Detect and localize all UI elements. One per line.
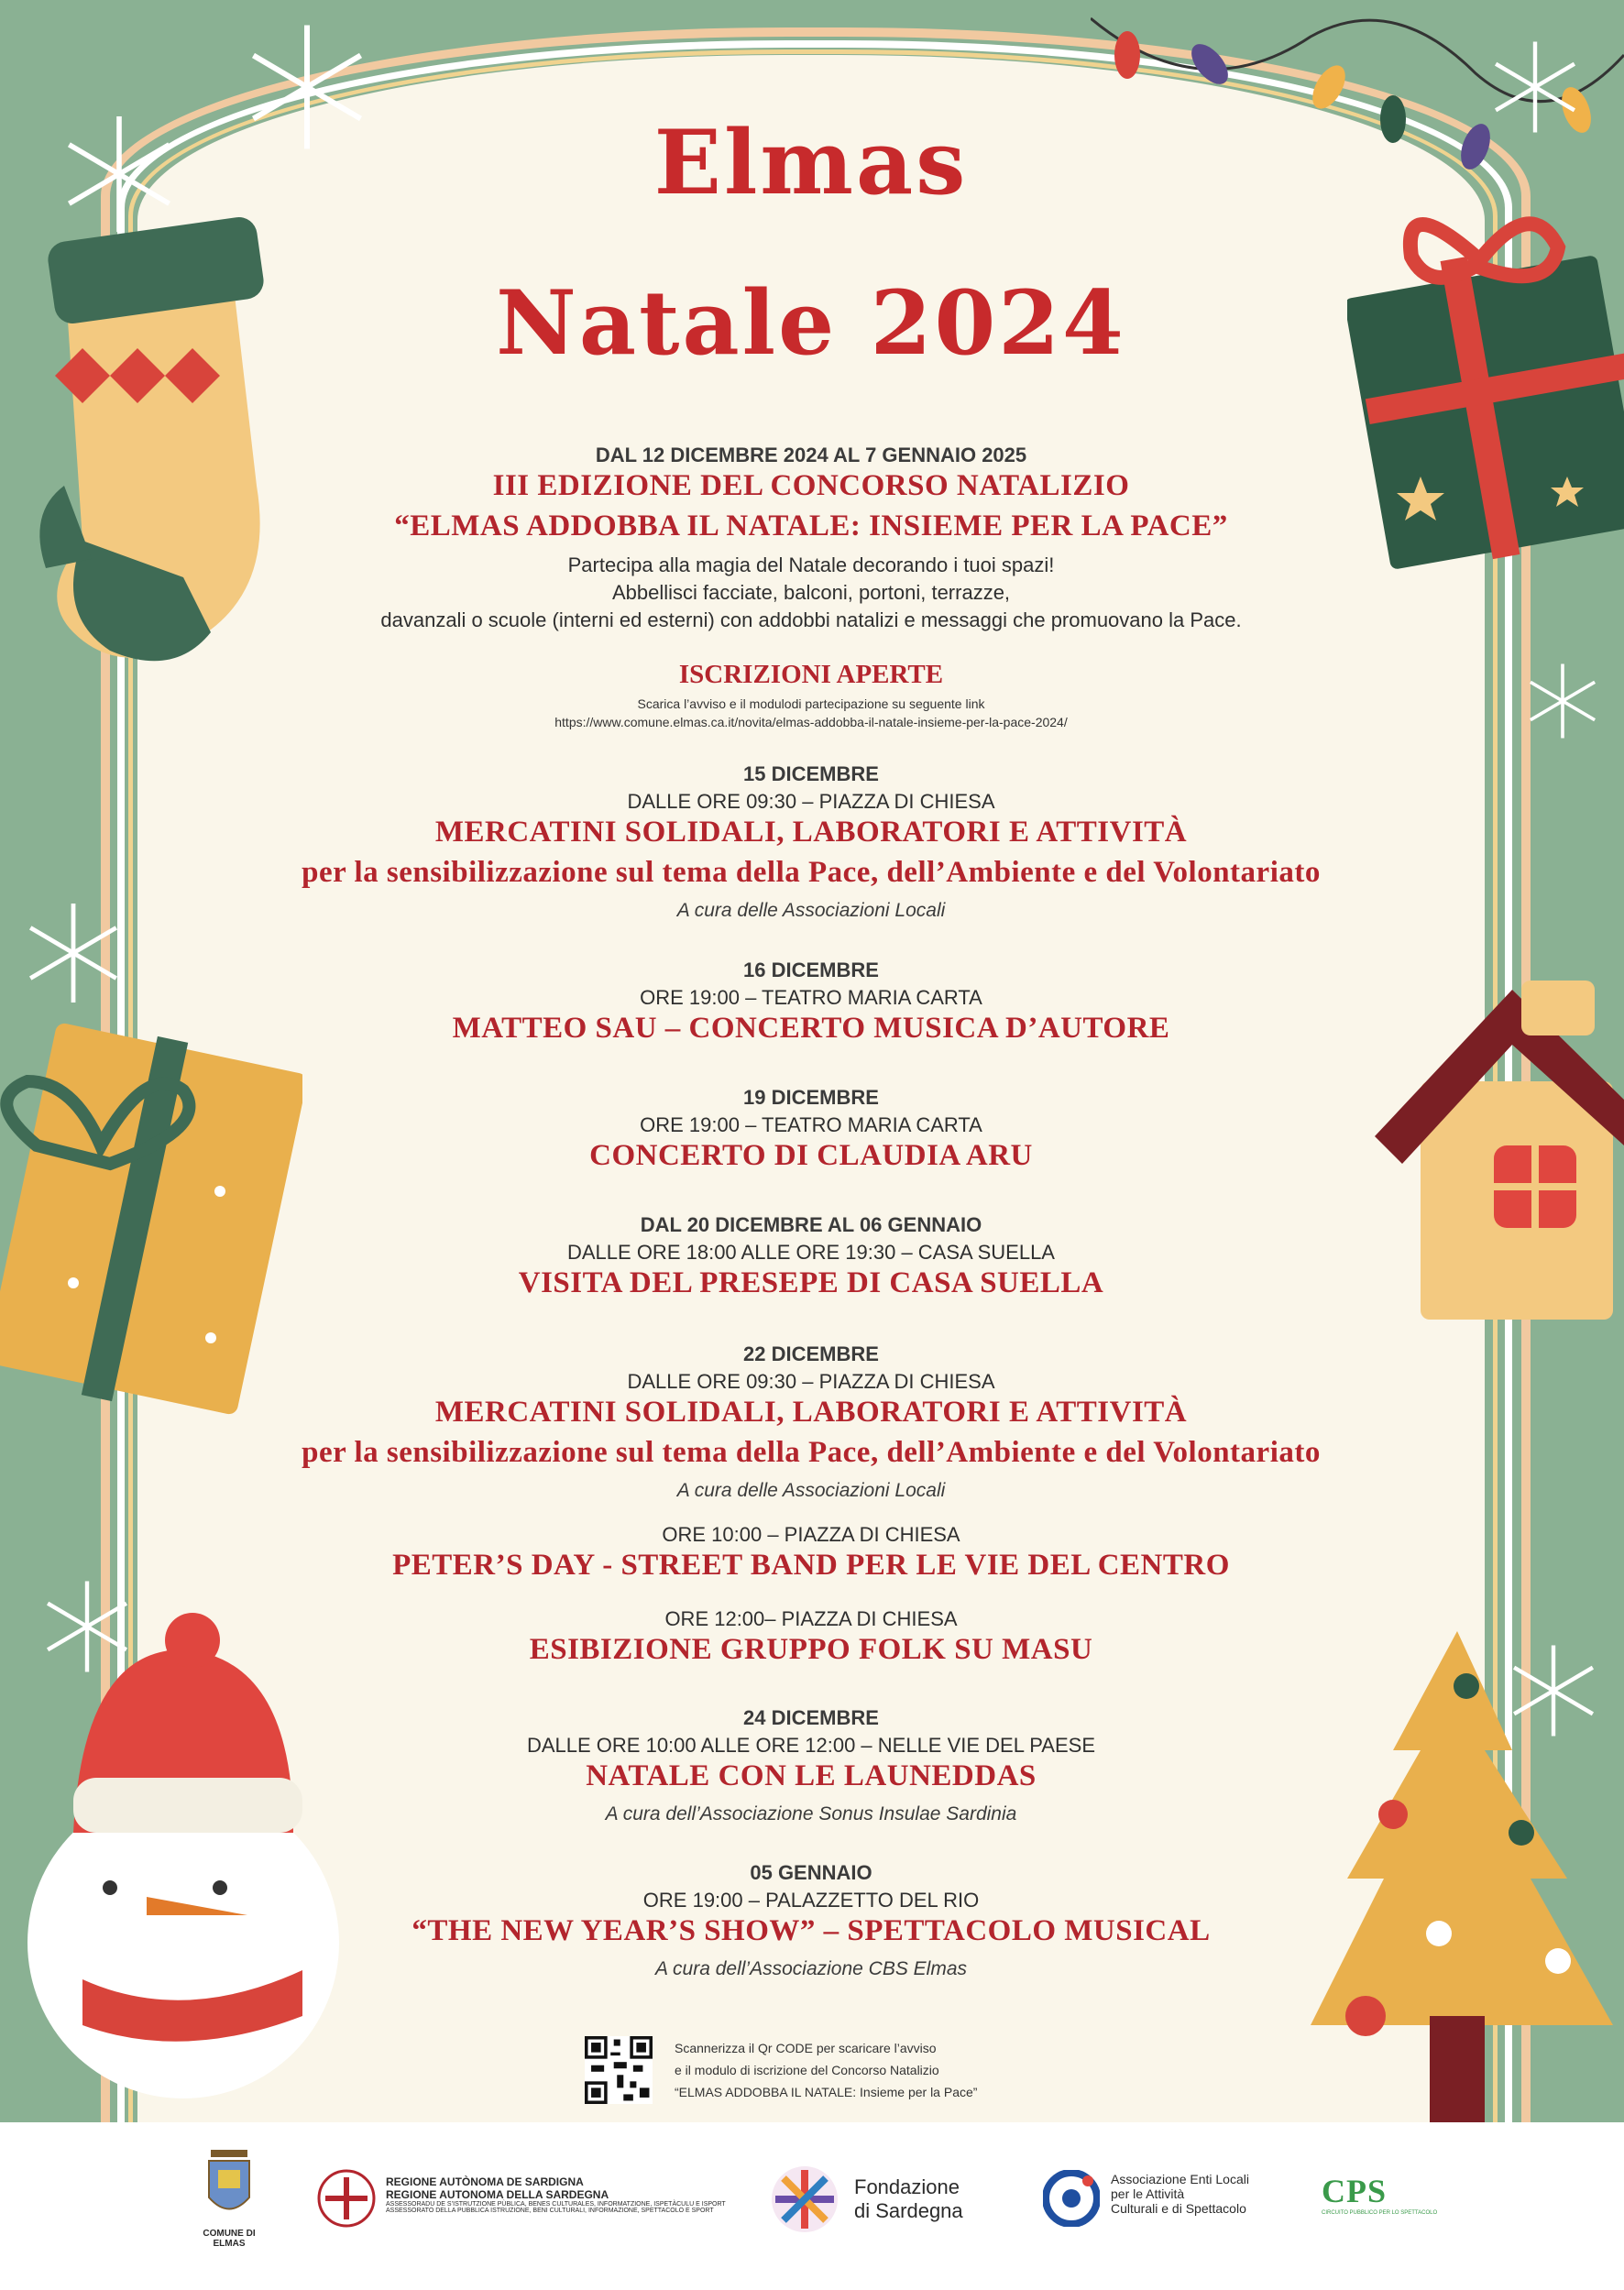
- event-date: 22 DICEMBRE: [743, 1342, 879, 1365]
- event-date: 19 DICEMBRE: [743, 1086, 879, 1109]
- event-time-place: ORE 19:00 – TEATRO MARIA CARTA: [640, 986, 982, 1009]
- coat-of-arms-icon: [202, 2142, 257, 2225]
- qr-line-2: e il modulo di iscrizione del Concorso Natalizio: [675, 2063, 939, 2077]
- sponsor-footer: [0, 2122, 1624, 2290]
- event-title: VISITA DEL PRESEPE DI CASA SUELLA: [518, 1266, 1104, 1299]
- intro-line-1: Partecipa alla magia del Natale decorando i tuoi spazi!: [567, 553, 1055, 576]
- aeel-line-3: Culturali e di Spettacolo: [1111, 2201, 1246, 2216]
- aeel-line-1: Associazione Enti Locali: [1111, 2172, 1249, 2186]
- period: DAL 12 DICEMBRE 2024 AL 7 GENNAIO 2025: [595, 444, 1027, 466]
- aeel-line-2: per le Attività: [1111, 2186, 1185, 2201]
- event-time-place: ORE 19:00 – PALAZZETTO DEL RIO: [642, 1889, 980, 1912]
- cps-subtitle: CIRCUITO PUBBLICO PER LO SPETTACOLO: [1322, 2210, 1438, 2216]
- event-subtitle: per la sensibilizzazione sul tema della Pace, dell’Ambiente e del Volontariato: [302, 1436, 1321, 1469]
- download-text: Scarica l’avviso e il modulodi partecipazione su seguente link: [637, 696, 985, 711]
- event-credit: A cura dell’Associazione Sonus Insulae Sardinia: [605, 1803, 1017, 1824]
- event-title: “THE NEW YEAR’S SHOW” – SPETTACOLO MUSICAL: [411, 1914, 1211, 1947]
- cps-logo: [1322, 2172, 1459, 2216]
- edition: III EDIZIONE DEL CONCORSO NATALIZIO: [492, 469, 1130, 502]
- event-date: 05 GENNAIO: [750, 1861, 872, 1884]
- qr-code-icon[interactable]: [585, 2036, 653, 2104]
- fondazione-line-2: di Sardegna: [854, 2199, 963, 2222]
- title-line-2: Natale 2024: [496, 271, 1126, 375]
- comune-label: COMUNE DI ELMAS: [203, 2229, 256, 2249]
- cps-mark: CPS: [1322, 2173, 1388, 2209]
- event-title: CONCERTO DI CLAUDIA ARU: [589, 1139, 1033, 1172]
- event-time-place: DALLE ORE 09:30 – PIAZZA DI CHIESA: [627, 790, 995, 813]
- regione-line-2: REGIONE AUTONOMA DELLA SARDEGNA: [386, 2188, 609, 2201]
- event-title: MERCATINI SOLIDALI, LABORATORI E ATTIVITÀ: [434, 1396, 1188, 1429]
- regione-line-4: ASSESSORATO DELLA PUBBLICA ISTRUZIONE, BENI CULTURALI, INFORMAZIONE, SPETTACOLO E SPORT: [386, 2208, 714, 2214]
- comune-logo: [188, 2142, 270, 2249]
- event-extra-title: ESIBIZIONE GRUPPO FOLK SU MASU: [529, 1633, 1093, 1666]
- download-link[interactable]: https://www.comune.elmas.ca.it/novita/elmas-addobba-il-natale-insieme-per-la-pace-2024/: [554, 715, 1068, 729]
- event-date: 24 DICEMBRE: [743, 1706, 879, 1729]
- event-time-place: DALLE ORE 09:30 – PIAZZA DI CHIESA: [627, 1370, 995, 1393]
- event-extra-time: ORE 12:00– PIAZZA DI CHIESA: [664, 1607, 958, 1630]
- iscrizioni-heading: ISCRIZIONI APERTE: [678, 660, 944, 689]
- qr-line-3: “ELMAS ADDOBBA IL NATALE: Insieme per la Pace”: [675, 2085, 978, 2099]
- event-time-place: DALLE ORE 18:00 ALLE ORE 19:30 – CASA SUELLA: [567, 1241, 1055, 1264]
- fondazione-line-1: Fondazione: [854, 2175, 960, 2198]
- fondazione-star-icon: [768, 2163, 841, 2236]
- qr-line-1: Scannerizza il Qr CODE per scaricare l’avviso: [675, 2041, 937, 2055]
- aeel-emblem-icon: [1043, 2170, 1100, 2227]
- event-date: 16 DICEMBRE: [743, 959, 879, 981]
- event-time-place: DALLE ORE 10:00 ALLE ORE 12:00 – NELLE VIE DEL PAESE: [526, 1734, 1095, 1757]
- intro-line-2: Abbellisci facciate, balconi, portoni, terrazze,: [611, 581, 1011, 604]
- event-subtitle: per la sensibilizzazione sul tema della Pace, dell’Ambiente e del Volontariato: [302, 856, 1321, 889]
- intro-line-3: davanzali o scuole (interni ed esterni) con addobbi natalizi e messaggi che promuovano la Pace.: [380, 608, 1242, 631]
- event-title: MATTEO SAU – CONCERTO MUSICA D’AUTORE: [452, 1012, 1170, 1045]
- regione-line-3: ASSESSORADU DE S’ISTRUTZIONE PÙBLICA, BENES CULTURALES, INFORMATZIONE, ISPETÀCULU E ISPORT: [386, 2201, 726, 2208]
- event-date: 15 DICEMBRE: [743, 762, 879, 785]
- event-title: MERCATINI SOLIDALI, LABORATORI E ATTIVITÀ: [434, 816, 1188, 849]
- event-title: NATALE CON LE LAUNEDDAS: [586, 1759, 1037, 1792]
- event-credit: A cura dell’Associazione CBS Elmas: [654, 1958, 968, 1979]
- regione-emblem-icon: [316, 2168, 377, 2229]
- event-extra-time: ORE 10:00 – PIAZZA DI CHIESA: [662, 1523, 960, 1546]
- regione-line-1: REGIONE AUTÒNOMA DE SARDIGNA: [386, 2175, 584, 2188]
- event-date: DAL 20 DICEMBRE AL 06 GENNAIO: [640, 1213, 982, 1236]
- contest-name: “ELMAS ADDOBBA IL NATALE: INSIEME PER LA PACE”: [394, 509, 1228, 542]
- event-time-place: ORE 19:00 – TEATRO MARIA CARTA: [640, 1113, 982, 1136]
- event-extra-title: PETER’S DAY - STREET BAND PER LE VIE DEL CENTRO: [392, 1549, 1230, 1582]
- event-credit: A cura delle Associazioni Locali: [676, 1480, 946, 1501]
- title-line-1: Elmas: [653, 111, 969, 214]
- event-credit: A cura delle Associazioni Locali: [676, 900, 946, 921]
